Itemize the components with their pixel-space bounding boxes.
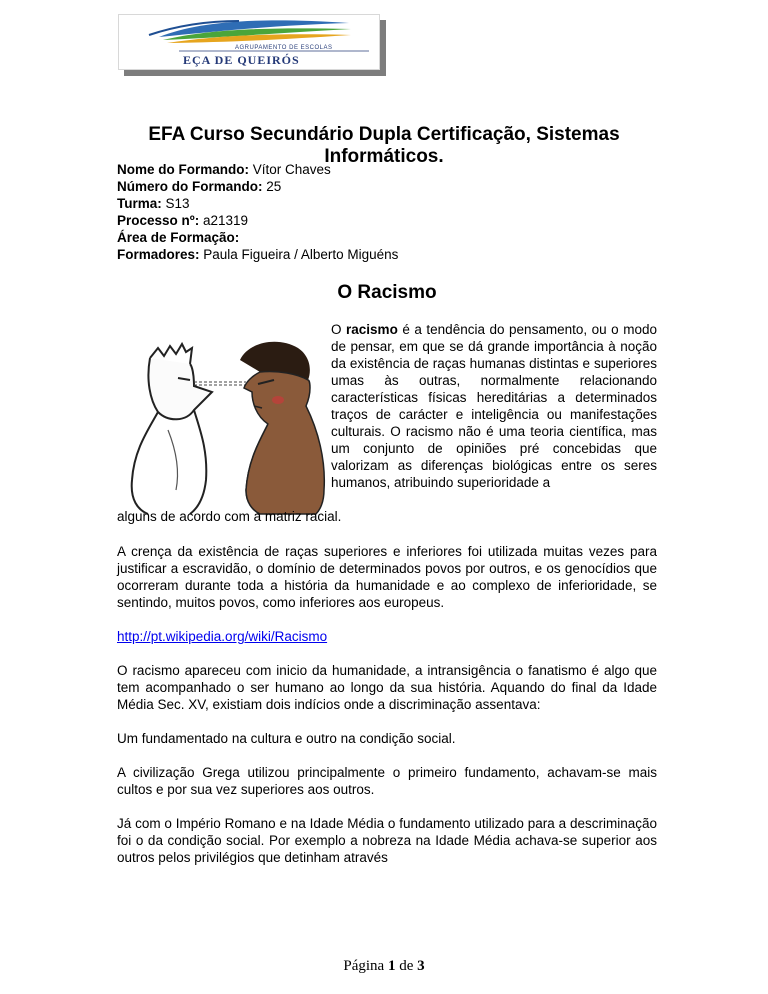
footer-page-number: 1 <box>387 958 396 974</box>
paragraph-roman: Já com o Império Romano e na Idade Média o fundamento utilizado para a descriminação foi o da condição social. Por exemplo a nobreza na Idade Média achava-se superior aos outros pelos privilégios que detinham através <box>117 816 657 865</box>
section-title: O Racismo <box>337 282 437 303</box>
info-row-name <box>117 161 657 178</box>
info-value: a21319 <box>199 213 249 228</box>
info-row-number <box>117 178 657 195</box>
info-value: S13 <box>161 196 190 211</box>
info-label: Formadores: <box>117 247 200 262</box>
info-row-process <box>117 212 657 229</box>
footer-page-word: Página <box>343 958 385 974</box>
document-title: EFA Curso Secundário Dupla Certificação, Sistemas Informáticos. <box>148 124 620 167</box>
info-row-trainers <box>117 246 657 263</box>
school-logo <box>118 14 380 70</box>
paragraph-origin: O racismo apareceu com inicio da humanidade, a intransigência o fanatismo é algo que tem acompanhado o ser humano ao longo da sua história. Aquando do final da Idade Média Sec. XV, existiam dois indícios onde a discriminação assentava: <box>117 663 657 712</box>
paragraph-foundations: Um fundamentado na cultura e outro na condição social. <box>117 731 456 746</box>
intro-keyword: racismo <box>346 322 398 337</box>
footer-page-total: 3 <box>417 958 425 974</box>
intro-tail: alguns de acordo com a matriz racial. <box>117 509 342 524</box>
wikipedia-link[interactable]: http://pt.wikipedia.org/wiki/Racismo <box>117 629 328 644</box>
info-value: Vítor Chaves <box>249 162 331 177</box>
info-label: Nome do Formando: <box>117 162 249 177</box>
paragraph-greek: A civilização Grega utilizou principalmente o primeiro fundamento, achavam-se mais cultos e por sua vez superiores aos outros. <box>117 765 657 797</box>
info-label: Número do Formando: <box>117 179 263 194</box>
info-label: Processo nº: <box>117 213 200 228</box>
body-text <box>117 543 657 883</box>
info-label: Turma: <box>117 196 162 211</box>
intro-text: é a tendência do pensamento, ou o modo de pensar, em que se dá grande importância à noção da existência de raças humanas distintas e superiores umas às outras, normalmente relacionando características físicas hereditárias a determinados traços de carácter e inteligência ou manifestações culturais. O racismo não é uma teoria científica, mas um conjunto de opiniões pré concebidas que valorizam as diferenças biológicas entre os seres humanos, atribuindo superioridade a <box>331 322 657 490</box>
intro-lead: O <box>331 322 347 337</box>
info-row-class <box>117 195 657 212</box>
info-value: 25 <box>262 179 282 194</box>
logo-subtitle: AGRUPAMENTO DE ESCOLAS <box>235 45 333 51</box>
paragraph-slavery: A crença da existência de raças superiores e inferiores foi utilizada muitas vezes para justificar a escravidão, o domínio de determinados povos por outros, e os genocídios que ocorreram durante toda a história da humanidade e ao complexo de inferioridade, se sentindo, muitos povos, como inferiores aos europeus. <box>117 544 657 610</box>
intro-paragraph <box>331 321 657 491</box>
info-value: Paula Figueira / Alberto Miguéns <box>199 247 399 262</box>
student-info <box>117 161 657 263</box>
logo-school-name: EÇA DE QUEIRÓS <box>183 53 300 67</box>
page-footer <box>0 958 768 975</box>
info-row-area <box>117 229 657 246</box>
racism-illustration-icon <box>128 330 328 515</box>
footer-of-word: de <box>399 958 414 974</box>
info-label: Área de Formação: <box>117 230 240 245</box>
